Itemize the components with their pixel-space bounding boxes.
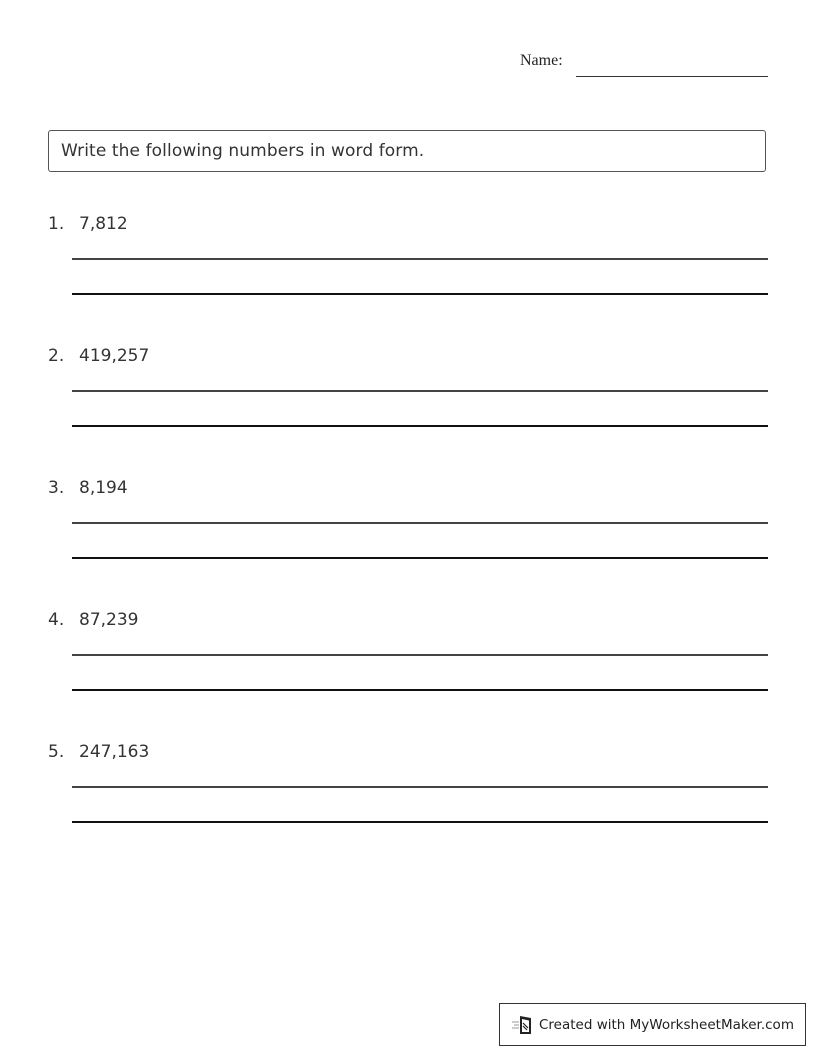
answer-line [72,654,768,656]
answer-line [72,689,768,691]
question-value: 87,239 [79,610,139,630]
name-field-row [520,52,768,78]
answer-line [72,786,768,788]
question-value: 8,194 [79,478,128,498]
question-number: 1. [48,214,65,234]
question-item [48,214,768,334]
answer-line [72,821,768,823]
question-number: 3. [48,478,65,498]
question-item [48,346,768,466]
answer-line [72,258,768,260]
question-item [48,610,768,730]
answer-line [72,522,768,524]
worksheet-logo-icon [511,1014,535,1036]
question-value: 247,163 [79,742,150,762]
question-number: 4. [48,610,65,630]
instructions-text: Write the following numbers in word form. [61,141,425,161]
answer-line [72,293,768,295]
question-number: 5. [48,742,65,762]
question-item [48,478,768,598]
question-value: 7,812 [79,214,128,234]
question-value: 419,257 [79,346,150,366]
footer-credit-text: Created with MyWorksheetMaker.com [539,1016,794,1033]
name-blank-line [576,76,768,77]
answer-line [72,557,768,559]
instructions-box [48,130,766,172]
question-item [48,742,768,862]
question-number: 2. [48,346,65,366]
answer-line [72,390,768,392]
footer-credit-badge[interactable] [499,1003,806,1046]
answer-line [72,425,768,427]
name-label: Name: [520,52,563,69]
